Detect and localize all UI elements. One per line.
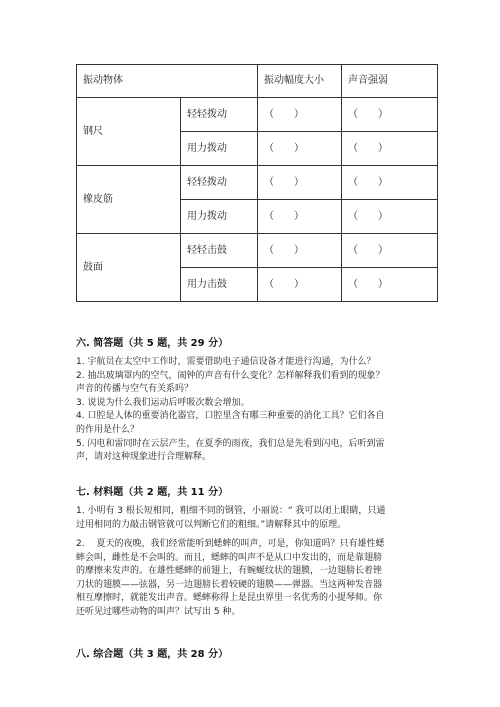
action-cell: 轻轻击鼓 — [181, 234, 258, 268]
question-line: 4. 口腔是人体的重要消化器官，口腔里含有哪三种重要的消化工具？它们各自 — [76, 411, 385, 422]
table-row — [77, 234, 438, 268]
question-line: 刀状的翅膜——弦器，另一边翅膀长着较硬的翅膜——弹器。当这两种发音器 — [76, 579, 383, 590]
question-line: 3. 说说为什么我们运动后呼吸次数会增加。 — [76, 397, 250, 408]
header-loudness: 声音强弱 — [342, 65, 438, 98]
action-cell: 用力拨动 — [181, 132, 258, 166]
question-line: 声，请对这种现象进行合理解释。 — [76, 452, 212, 463]
loudness-blank[interactable]: （ ） — [342, 132, 438, 166]
action-cell: 轻轻拨动 — [181, 166, 258, 200]
section-6-title: 六. 简答题（共 5 题，共 29 分） — [76, 338, 229, 349]
section-7-question-2 — [76, 538, 438, 620]
section-7-question-1 — [76, 505, 438, 532]
question-line: 的作用是什么？ — [76, 424, 140, 435]
action-cell: 用力击鼓 — [181, 268, 258, 302]
loudness-blank[interactable]: （ ） — [342, 200, 438, 234]
question-line: 2. 夏天的夜晚，我们经常能听到蟋蟀的叫声，可是，你知道吗？只有雄性蟋 — [76, 539, 385, 549]
table-row — [77, 98, 438, 132]
amplitude-blank[interactable]: （ ） — [258, 200, 342, 234]
table-header-row — [77, 65, 438, 98]
action-cell: 用力拨动 — [181, 200, 258, 234]
loudness-blank[interactable]: （ ） — [342, 166, 438, 200]
question-line: 蟀会叫，雌性是不会叫的。而且，蟋蟀的叫声不是从口中发出的，而是靠翅膀 — [76, 552, 383, 563]
object-ruler: 钢尺 — [77, 98, 181, 166]
question-line: 5. 闪电和雷同时在云层产生，在夏季的雨夜，我们总是先看到闪电，后听到雷 — [76, 438, 385, 449]
loudness-blank[interactable]: （ ） — [342, 98, 438, 132]
header-object: 振动物体 — [77, 65, 258, 98]
question-line: 过用相同的力敲击钢管就可以判断它们的粗细。”请解释其中的原理。 — [76, 519, 347, 530]
table-row — [77, 166, 438, 200]
question-line: 的摩擦来发声的。在雄性蟋蟀的前翅上，有蜿蜒纹状的翅膜，一边翅膀长着锉 — [76, 566, 383, 577]
object-rubber-band: 橡皮筋 — [77, 166, 181, 234]
loudness-blank[interactable]: （ ） — [342, 268, 438, 302]
amplitude-blank[interactable]: （ ） — [258, 234, 342, 268]
amplitude-blank[interactable]: （ ） — [258, 268, 342, 302]
amplitude-blank[interactable]: （ ） — [258, 98, 342, 132]
section-6-questions — [76, 356, 438, 465]
question-line: 1. 小明有 3 根长短相同，粗细不同的钢管，小丽说：“ 我可以闭上眼睛，只通 — [76, 506, 386, 516]
amplitude-blank[interactable]: （ ） — [258, 166, 342, 200]
header-amplitude: 振动幅度大小 — [258, 65, 342, 98]
loudness-blank[interactable]: （ ） — [342, 234, 438, 268]
object-drum: 鼓面 — [77, 234, 181, 302]
question-line: 声音的传播与空气有关系吗？ — [76, 384, 194, 395]
question-line: 2. 抽出玻璃罩内的空气，闹钟的声音有什么变化？怎样解释我们看到的现象？ — [76, 370, 385, 381]
action-cell: 轻轻拨动 — [181, 98, 258, 132]
vibration-table — [76, 64, 438, 302]
question-line: 还听见过哪些动物的叫声？试写出 5 种。 — [76, 606, 241, 617]
amplitude-blank[interactable]: （ ） — [258, 132, 342, 166]
question-line: 相互摩擦时，就能发出声音。蟋蟀称得上是昆虫界里一名优秀的小提琴师。你 — [76, 593, 383, 604]
section-7-title: 七. 材料题（共 2 题，共 11 分） — [76, 487, 229, 498]
question-line: 1. 宇航员在太空中工作时，需要借助电子通信设备才能进行沟通，为什么？ — [76, 357, 376, 367]
section-8-title: 八. 综合题（共 3 题，共 28 分） — [76, 649, 229, 660]
